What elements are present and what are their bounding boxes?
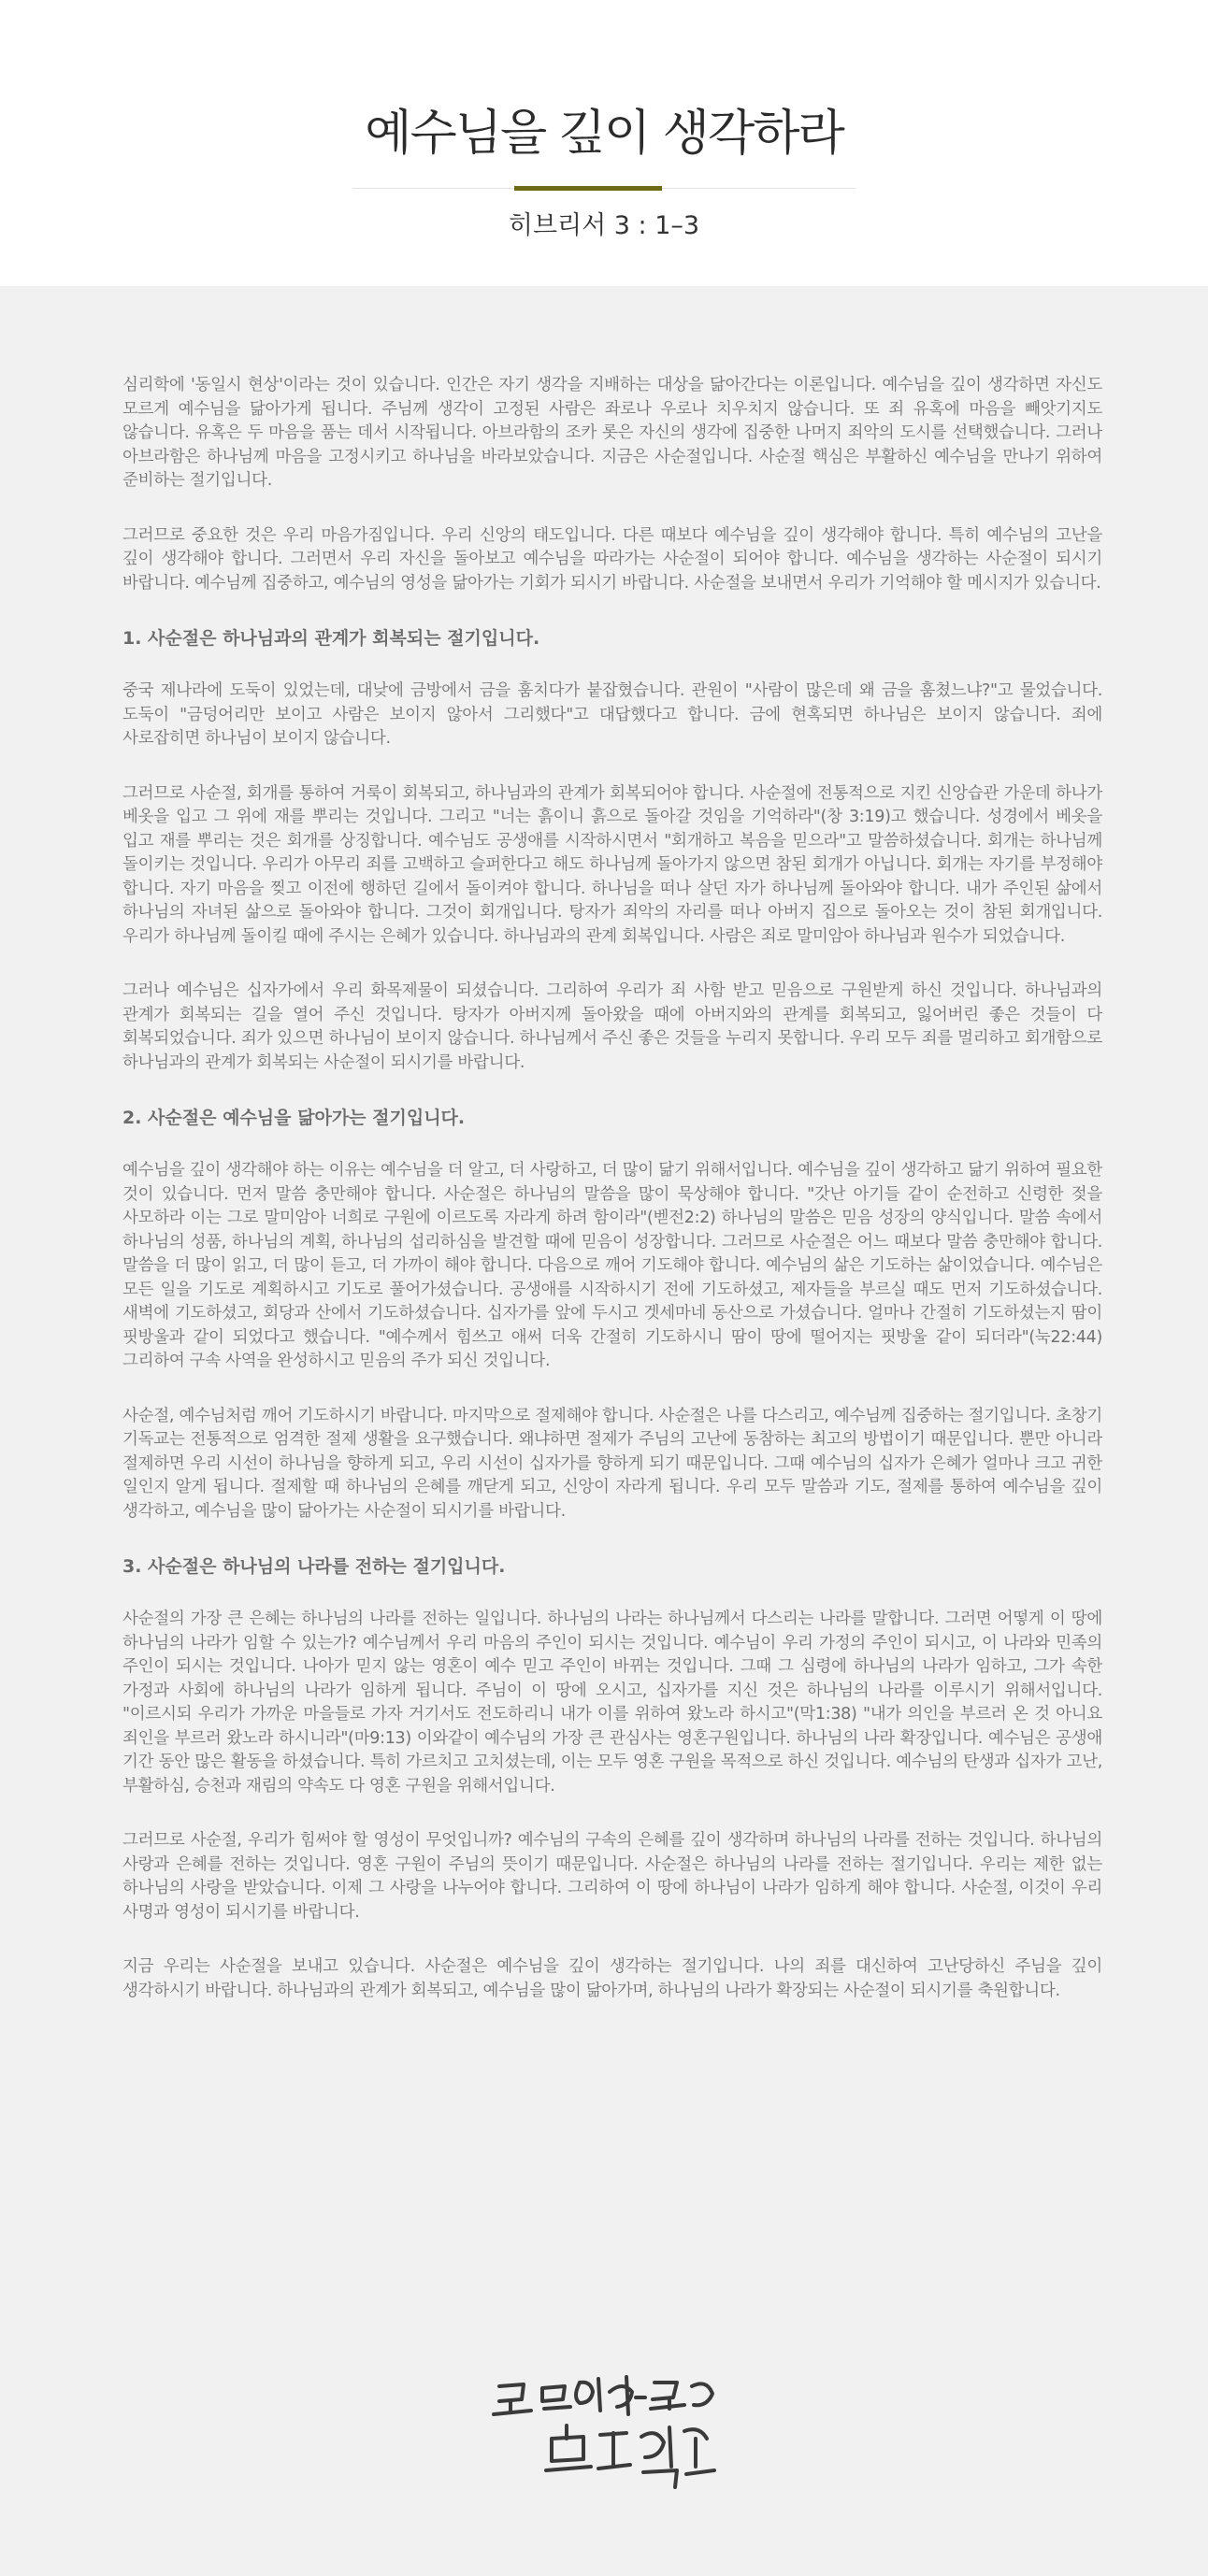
section-heading: 1. 사순절은 하나님과의 관계가 회복되는 절기입니다. [122, 628, 540, 649]
section-paragraph: 그러므로 사순절, 회개를 통하여 거룩이 회복되고, 하나님과의 관계가 회복되어야 합니다. 사순절에 전통적으로 지킨 신앙습관 가운데 하나가 베옷을 입고 그 위에 재를 뿌리는 것입니다. 그리고 "너는 흙이니 흙으로 돌아갈 것임을 기억하라"(창 3:19)고 했습니다. 성경에서 베옷을 입고 재를 뿌리는 것은 회개를 상징합니다. 예수님도 공생애를 시작하시면서 "회개하고 복음을 믿으라"고 말씀하셨습니다. 회개는 하나님께 돌이키는 것입니다. 우리가 아무리 죄를 고백하고 슬퍼한다고 해도 하나님께 돌아가지 않으면 참된 회개가 아닙니다. 회개는 자기를 부정해야 합니다. 자기 마음을 찢고 이전에 행하던 길에서 돌이켜야 합니다. 하나님을 떠나 살던 자가 하나님께 돌아와야 합니다. 내가 주인된 삶에서 하나님의 자녀된 삶으로 돌아와야 합니다. 그것이 회개입니다. 탕자가 죄악의 자리를 떠나 아버지 집으로 돌아오는 것이 참된 회개입니다. 우리가 하나님께 돌이킬 때에 주시는 은혜가 있습니다. 하나님과의 관계 회복입니다. 사람은 죄로 말미암아 하나님과 원수가 되었습니다. [122, 783, 1102, 946]
sermon-body [122, 374, 1102, 2034]
intro-paragraph: 그러므로 중요한 것은 우리 마음가짐입니다. 우리 신앙의 태도입니다. 다른 때보다 예수님을 깊이 생각해야 합니다. 특히 예수님의 고난을 깊이 생각해야 합니다. 그러면서 우리 자신을 돌아보고 예수님을 따라가는 사순절이 되어야 합니다. 예수님을 생각하는 사순절이 되시기 바랍니다. 예수님께 집중하고, 예수님의 영성을 닮아가는 기회가 되시기 바랍니다. 사순절을 보내면서 우리가 기억해야 할 메시지가 있습니다. [122, 525, 1102, 593]
section-paragraph: 사순절, 예수님처럼 깨어 기도하시기 바랍니다. 마지막으로 절제해야 합니다. 사순절은 나를 다스리고, 예수님께 집중하는 절기입니다. 초창기 기독교는 전통적으로 엄격한 절제 생활을 요구했습니다. 왜냐하면 절제가 주님의 고난에 동참하는 최고의 방법이기 때문입니다. 뿐만 아니라 절제하면 우리 시선이 하나님을 향하게 되고, 우리 시선이 십자가를 향하게 되기 때문입니다. 그때 예수님의 십자가 은혜가 얼마나 크고 귀한 일인지 알게 됩니다. 절제할 때 하나님의 은혜를 깨닫게 되고, 신앙이 자라게 됩니다. 우리 모두 말씀과 기도, 절제를 통하여 예수님을 깊이 생각하고, 예수님을 많이 닮아가는 사순절이 되시기를 바랍니다. [122, 1406, 1102, 1521]
scripture-reference: 히브리서 3 : 1–3 [508, 211, 700, 240]
section-paragraph: 그러므로 사순절, 우리가 힘써야 할 영성이 무엇입니까? 예수님의 구속의 은혜를 깊이 생각하며 하나님의 나라를 전하는 것입니다. 하나님의 사랑과 은혜를 전하는 것입니다. 영혼 구원이 주님의 뜻이기 때문입니다. 사순절은 하나님의 나라를 전하는 절기입니다. 우리는 제한 없는 하나님의 사랑을 받았습니다. 이제 그 사랑을 나누어야 합니다. 그리하여 이 땅에 하나님이 나라가 임하게 해야 합니다. 사순절, 이것이 우리 사명과 영성이 되시기를 바랍니다. [122, 1831, 1102, 1922]
section-paragraph: 그러나 예수님은 십자가에서 우리 화목제물이 되셨습니다. 그리하여 우리가 죄 사함 받고 믿음으로 구원받게 하신 것입니다. 하나님과의 관계가 회복되는 길을 열어 주신 것입니다. 탕자가 아버지께 돌아왔을 때에 아버지와의 관계를 회복되고, 잃어버린 좋은 것들이 다 회복되었습니다. 죄가 있으면 하나님이 보이지 않습니다. 하나님께서 주신 좋은 것들을 누리지 못합니다. 우리 모두 죄를 멀리하고 회개함으로 하나님과의 관계가 회복되는 사순절이 되시기를 바랍니다. [122, 981, 1102, 1072]
section-paragraph: 중국 제나라에 도둑이 있었는데, 대낮에 금방에서 금을 훔치다가 붙잡혔습니다. 관원이 "사람이 많은데 왜 금을 훔쳤느냐?"고 물었습니다. 도둑이 "금덩어리만 보이고 사람은 보이지 않아서 그리했다"고 대답했다고 합니다. 금에 현혹되면 하나님은 보이지 않습니다. 죄에 사로잡히면 하나님이 보이지 않습니다. [122, 681, 1102, 748]
section-heading: 2. 사순절은 예수님을 닮아가는 절기입니다. [122, 1108, 466, 1128]
section-paragraph: 사순절의 가장 큰 은혜는 하나님의 나라를 전하는 일입니다. 하나님의 나라는 하나님께서 다스리는 나라를 말합니다. 그러면 어떻게 이 땅에 하나님의 나라가 임할 수 있는가? 예수님께서 우리 마음의 주인이 되시는 것입니다. 예수님이 우리 가정의 주인이 되시고, 이 나라와 민족의 주인이 되시는 것입니다. 나아가 믿지 않는 영혼이 예수 믿고 주인이 바뀌는 것입니다. 그때 그 심령에 하나님의 나라가 임하고, 그가 속한 가정과 사회에 하나님의 나라가 임하게 됩니다. 주님이 이 땅에 오시고, 십자가를 지신 것은 하나님의 나라를 이루시기 위해서입니다. "이르시되 우리가 가까운 마을들로 가자 거기서도 전도하리니 내가 이를 위하여 왔노라 하시고"(막1:38) "내가 의인을 부르러 온 것 아니요 죄인을 부르러 왔노라 하시니라"(마9:13) 이와같이 예수님의 가장 큰 관심사는 영혼구원입니다. 하나님의 나라 확장입니다. 예수님은 공생애 기간 동안 많은 활동을 하셨습니다. 특히 가르치고 고치셨는데, 이는 모두 영혼 구원을 목적으로 하신 것입니다. 예수님의 탄생과 십자가 고난, 부활하심, 승천과 재림의 약속도 다 영혼 구원을 위해서입니다. [122, 1610, 1102, 1796]
section-paragraph: 지금 우리는 사순절을 보내고 있습니다. 사순절은 예수님을 깊이 생각하는 절기입니다. 나의 죄를 대신하여 고난당하신 주님을 깊이 생각하시기 바랍니다. 하나님과의 관계가 회복되고, 예수님을 많이 닮아가며, 하나님의 나라가 확장되는 사순절이 되시기를 축원합니다. [122, 1957, 1102, 2000]
sermon-header [0, 0, 1208, 286]
intro-paragraph: 심리학에 '동일시 현상'이라는 것이 있습니다. 인간은 자기 생각을 지배하는 대상을 닮아간다는 이론입니다. 예수님을 깊이 생각하면 자신도 모르게 예수님을 닮아가게 됩니다. 주님께 생각이 고정된 사람은 좌로나 우로나 치우치지 않습니다. 또 죄 유혹에 마음을 빼앗기지도 않습니다. 유혹은 두 마음을 품는 데서 시작됩니다. 아브라함의 조카 롯은 자신의 생각에 집중한 나머지 죄악의 도시를 선택했습니다. 그러나 아브라함은 하나님께 마음을 고정시키고 하나님을 바라보았습니다. 지금은 사순절입니다. 사순절 핵심은 부활하신 예수님을 만나기 위하여 준비하는 절기입니다. [122, 376, 1102, 490]
sermon-title: 예수님을 깊이 생각하라 [365, 106, 843, 162]
section-heading: 3. 사순절은 하나님의 나라를 전하는 절기입니다. [122, 1556, 506, 1577]
section-paragraph: 예수님을 깊이 생각해야 하는 이유는 예수님을 더 알고, 더 사랑하고, 더 많이 닮기 위해서입니다. 예수님을 깊이 생각하고 닮기 위하여 필요한 것이 있습니다. 먼저 말씀 충만해야 합니다. 사순절은 하나님의 말씀을 많이 묵상해야 합니다. "갓난 아기들 같이 순전하고 신령한 젖을 사모하라 이는 그로 말미암아 너희로 구원에 이르도록 자라게 하려 함이라"(벧전2:2) 하나님의 말씀은 믿음 성장의 양식입니다. 말씀 속에서 하나님의 성품, 하나님의 계획, 하나님의 섭리하심을 발견할 때에 믿음이 성장합니다. 그러므로 사순절은 어느 때보다 말씀 충만해야 합니다. 말씀을 더 많이 읽고, 더 많이 듣고, 더 가까이 해야 합니다. 다음으로 깨어 기도해야 합니다. 예수님의 삶은 기도하는 삶이었습니다. 예수님은 모든 일을 기도로 계획하시고 기도로 풀어가셨습니다. 공생애를 시작하시기 전에 기도하셨고, 제자들을 부르실 때도 먼저 기도하셨습니다. 새벽에 기도하셨고, 회당과 산에서 기도하셨습니다. 십자가를 앞에 두시고 겟세마네 동산으로 가셨습니다. 얼마나 간절히 기도하셨는지 땀이 핏방울과 같이 되었다고 했습니다. "예수께서 힘쓰고 애써 더욱 간절히 기도하시니 땀이 땅에 떨어지는 핏방울 같이 되더라"(눅22:44) 그리하여 구속 사역을 완성하시고 믿음의 주가 되신 것입니다. [122, 1161, 1102, 1370]
church-signature-logo [486, 2369, 729, 2500]
title-divider-accent [514, 186, 662, 191]
